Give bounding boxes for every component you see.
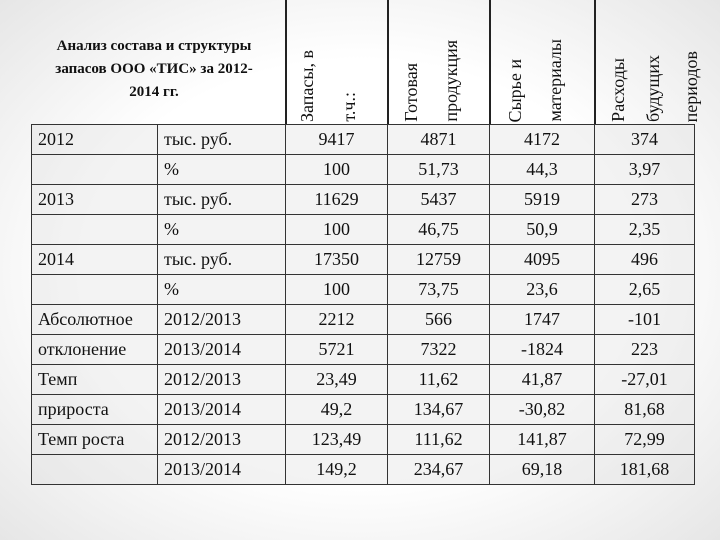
value-cell: 5437 [388, 185, 490, 215]
unit-cell: тыс. руб. [158, 245, 286, 275]
value-cell: 141,87 [490, 425, 595, 455]
value-cell: 23,49 [286, 365, 388, 395]
column-header-line: Готовая [401, 63, 421, 122]
value-cell: 273 [595, 185, 695, 215]
group-label: Темп роста [32, 425, 158, 455]
value-cell: 72,99 [595, 425, 695, 455]
group-label-empty [32, 455, 158, 485]
value-cell: 100 [286, 215, 388, 245]
value-cell: 496 [595, 245, 695, 275]
column-header-line: т.ч.: [339, 92, 359, 122]
group-label: Абсолютное [32, 305, 158, 335]
value-cell: -27,01 [595, 365, 695, 395]
table-row [32, 245, 695, 275]
group-label: отклонение [32, 335, 158, 365]
value-cell: 374 [595, 125, 695, 155]
unit-cell: 2012/2013 [158, 305, 286, 335]
value-cell: 123,49 [286, 425, 388, 455]
value-cell: 111,62 [388, 425, 490, 455]
value-cell: 69,18 [490, 455, 595, 485]
value-cell: 181,68 [595, 455, 695, 485]
table-row [32, 275, 695, 305]
group-label-empty [32, 215, 158, 245]
group-label-empty [32, 155, 158, 185]
value-cell: 4095 [490, 245, 595, 275]
column-header-line: Расходы [608, 58, 628, 122]
value-cell: 11629 [286, 185, 388, 215]
column-header-line: периодов [681, 50, 701, 122]
value-cell: 41,87 [490, 365, 595, 395]
column-header-deferred-expenses [596, 0, 706, 124]
table-row [32, 335, 695, 365]
title-line: запасов ООО «ТИС» за 2012- [55, 61, 253, 77]
column-header-line: продукция [441, 40, 461, 122]
value-cell: 51,73 [388, 155, 490, 185]
value-cell: 2,35 [595, 215, 695, 245]
value-cell: 2,65 [595, 275, 695, 305]
value-cell: 12759 [388, 245, 490, 275]
table-row [32, 305, 695, 335]
value-cell: 100 [286, 275, 388, 305]
table-row [32, 455, 695, 485]
value-cell: 2212 [286, 305, 388, 335]
group-label: 2012 [32, 125, 158, 155]
table-row [32, 425, 695, 455]
group-label-empty [32, 275, 158, 305]
group-label: прироста [32, 395, 158, 425]
value-cell: -101 [595, 305, 695, 335]
table-row [32, 395, 695, 425]
table-row [32, 155, 695, 185]
unit-cell: 2012/2013 [158, 425, 286, 455]
title-line: 2014 гг. [129, 84, 179, 100]
unit-cell: тыс. руб. [158, 185, 286, 215]
value-cell: 73,75 [388, 275, 490, 305]
inventory-table [31, 124, 695, 485]
unit-cell: тыс. руб. [158, 125, 286, 155]
value-cell: 46,75 [388, 215, 490, 245]
table-row [32, 365, 695, 395]
value-cell: 149,2 [286, 455, 388, 485]
title-line: Анализ состава и структуры [56, 38, 252, 54]
value-cell: 9417 [286, 125, 388, 155]
value-cell: 1747 [490, 305, 595, 335]
value-cell: 134,67 [388, 395, 490, 425]
value-cell: 81,68 [595, 395, 695, 425]
column-header-line: материалы [545, 39, 565, 122]
unit-cell: 2013/2014 [158, 455, 286, 485]
value-cell: 223 [595, 335, 695, 365]
value-cell: -30,82 [490, 395, 595, 425]
value-cell: 234,67 [388, 455, 490, 485]
value-cell: 5919 [490, 185, 595, 215]
value-cell: 44,3 [490, 155, 595, 185]
column-header-line: Запасы, в [297, 50, 317, 122]
group-label: 2014 [32, 245, 158, 275]
value-cell: 49,2 [286, 395, 388, 425]
value-cell: 100 [286, 155, 388, 185]
group-label: Темп [32, 365, 158, 395]
value-cell: 3,97 [595, 155, 695, 185]
column-header-finished-goods [389, 0, 489, 124]
unit-cell: 2013/2014 [158, 395, 286, 425]
table-row [32, 215, 695, 245]
column-header-stocks [287, 0, 387, 124]
value-cell: 7322 [388, 335, 490, 365]
unit-cell: % [158, 275, 286, 305]
column-header-raw-materials [491, 0, 594, 124]
table-row [32, 185, 695, 215]
unit-cell: 2012/2013 [158, 365, 286, 395]
document-title [28, 35, 280, 104]
value-cell: 566 [388, 305, 490, 335]
unit-cell: % [158, 155, 286, 185]
column-header-line: Сырье и [505, 58, 525, 122]
value-cell: 11,62 [388, 365, 490, 395]
value-cell: 23,6 [490, 275, 595, 305]
value-cell: 4172 [490, 125, 595, 155]
column-header-line: будущих [643, 55, 663, 122]
value-cell: 50,9 [490, 215, 595, 245]
unit-cell: % [158, 215, 286, 245]
value-cell: 17350 [286, 245, 388, 275]
unit-cell: 2013/2014 [158, 335, 286, 365]
value-cell: 4871 [388, 125, 490, 155]
table-row [32, 125, 695, 155]
value-cell: -1824 [490, 335, 595, 365]
group-label: 2013 [32, 185, 158, 215]
value-cell: 5721 [286, 335, 388, 365]
